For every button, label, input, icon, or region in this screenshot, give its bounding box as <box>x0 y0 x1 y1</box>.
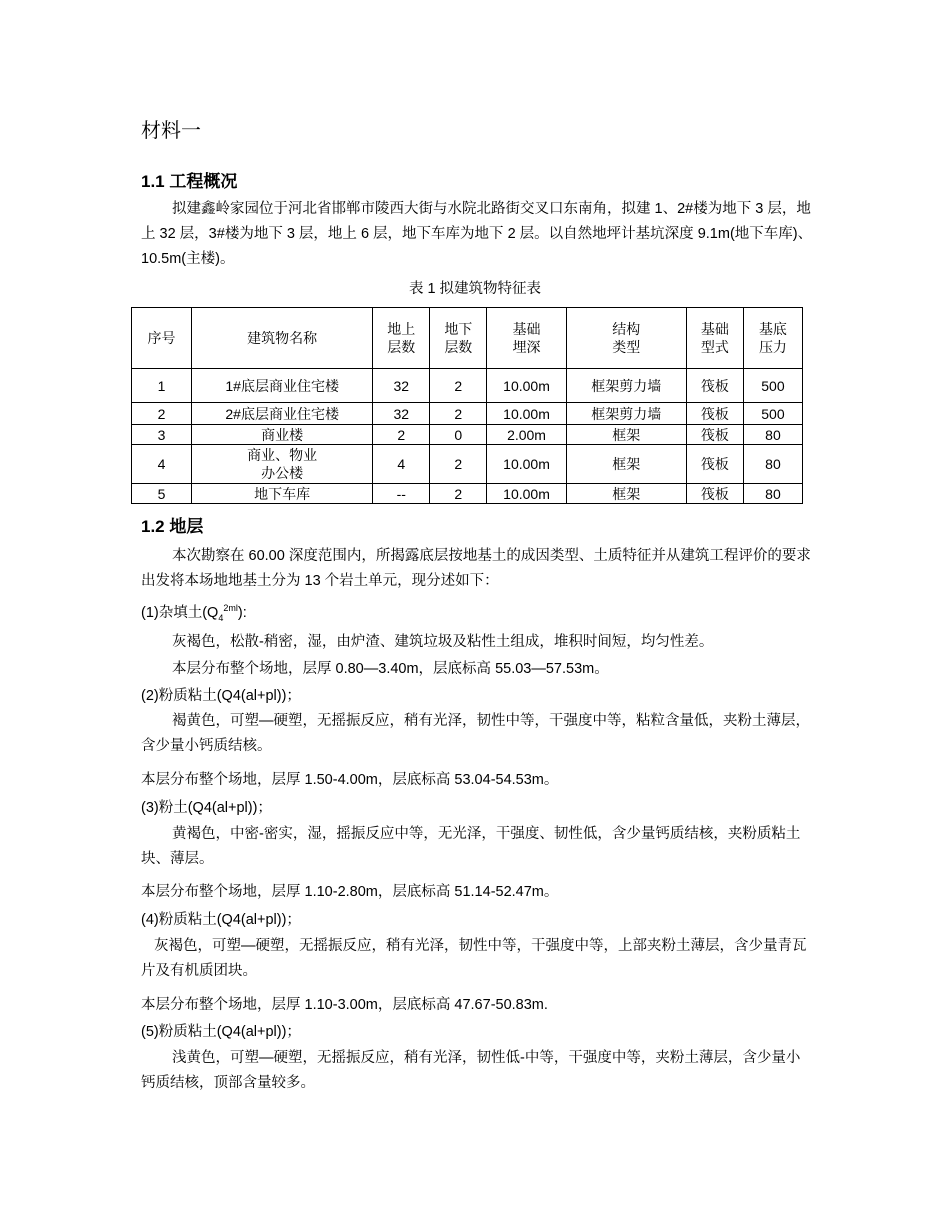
table-cell: 2.00m <box>487 425 566 445</box>
table-cell: 2#底层商业住宅楼 <box>192 403 373 425</box>
table-cell: 1#底层商业住宅楼 <box>192 369 373 403</box>
table-cell: 10.00m <box>487 369 566 403</box>
layer-1-title: (1)杂填土$(Q_4^{2ml})$: <box>141 603 247 623</box>
table-header-row <box>132 308 803 369</box>
table-cell: 4 <box>132 445 192 484</box>
layer-1-distribution: 本层分布整个场地，层厚 0.80—3.40m，层底标高 55.03—57.53m。 <box>172 661 609 677</box>
table-cell: 500 <box>743 403 802 425</box>
table-cell: 筏板 <box>686 425 743 445</box>
overview-paragraph: 拟建鑫岭家园位于河北省邯郸市陵西大街与水院北路街交叉口东南角，拟建 1、2#楼为地下 3 层，地上 32 层，3#楼为地下 3 层，地上 6 层，地下车库为地下 2 层。以自然地坪计基坑深度 9.1m(地下车库)、10.5m(主楼)。 <box>141 201 813 267</box>
table-cell: 框架 <box>566 425 686 445</box>
table-cell: 2 <box>430 484 487 504</box>
table-cell: 框架 <box>566 445 686 484</box>
table-cell: 10.00m <box>487 484 566 504</box>
layer-3-distribution: 本层分布整个场地，层厚 1.10-2.80m，层底标高 51.14-52.47m。 <box>141 884 559 900</box>
layer-4-distribution: 本层分布整个场地，层厚 1.10-3.00m，层底标高 47.67-50.83m. <box>141 997 548 1013</box>
table-row <box>132 403 803 425</box>
table-cell: 1 <box>132 369 192 403</box>
table-cell: 32 <box>373 369 430 403</box>
table-cell: 2 <box>373 425 430 445</box>
table-cell: 筏板 <box>686 403 743 425</box>
table-cell: 4 <box>373 445 430 484</box>
layer-2-title: (2)粉质粘土(Q4(al+pl))； <box>141 688 301 704</box>
col-header-depth: 基础 埋深 <box>487 308 566 369</box>
layer-4-description: 灰褐色，可塑—硬塑，无摇振反应，稍有光泽，韧性中等，干强度中等，上部夹粉土薄层，含少量青瓦片及有机质团块。 <box>141 938 807 979</box>
layer-4-title: (4)粉质粘土(Q4(al+pl))； <box>141 912 301 928</box>
table-cell: 80 <box>743 445 802 484</box>
table-row <box>132 369 803 403</box>
table-cell: 2 <box>132 403 192 425</box>
layer-5-description: 浅黄色，可塑—硬塑，无摇振反应，稍有光泽，韧性低-中等，干强度中等，夹粉土薄层，含少量小钙质结核，顶部含量较多。 <box>141 1050 801 1091</box>
material-title: 材料一 <box>141 120 201 142</box>
layer-3-description: 黄褐色，中密-密实，湿，摇振反应中等，无光泽，干强度、韧性低，含少量钙质结核，夹粉质粘土块、薄层。 <box>141 826 801 867</box>
table-cell: 地下车库 <box>192 484 373 504</box>
layer-3-title: (3)粉土(Q4(al+pl))； <box>141 800 272 816</box>
table-cell: 筏板 <box>686 484 743 504</box>
col-header-pressure: 基底 压力 <box>743 308 802 369</box>
col-header-name: 建筑物名称 <box>192 308 373 369</box>
layer-2-distribution: 本层分布整个场地，层厚 1.50-4.00m，层底标高 53.04-54.53m。 <box>141 772 559 788</box>
table-cell: 框架 <box>566 484 686 504</box>
col-header-above: 地上 层数 <box>373 308 430 369</box>
table-cell: 10.00m <box>487 445 566 484</box>
table-row <box>132 425 803 445</box>
table-cell: 筏板 <box>686 369 743 403</box>
table-cell: 5 <box>132 484 192 504</box>
table-row <box>132 445 803 484</box>
table-cell: 80 <box>743 425 802 445</box>
table-cell: 500 <box>743 369 802 403</box>
layer-1-description: 灰褐色，松散-稍密，湿，由炉渣、建筑垃圾及粘性土组成，堆积时间短，均匀性差。 <box>172 634 714 650</box>
table-cell: 筏板 <box>686 445 743 484</box>
table-cell: 3 <box>132 425 192 445</box>
table-cell: 2 <box>430 369 487 403</box>
table-cell: 2 <box>430 445 487 484</box>
table-cell: 商业、物业 办公楼 <box>192 445 373 484</box>
table-cell: 框架剪力墙 <box>566 403 686 425</box>
layer-5-title: (5)粉质粘土(Q4(al+pl))； <box>141 1024 301 1040</box>
table-cell: -- <box>373 484 430 504</box>
table-cell: 32 <box>373 403 430 425</box>
col-header-foundation: 基础 型式 <box>686 308 743 369</box>
col-header-structure: 结构 类型 <box>566 308 686 369</box>
table-row <box>132 484 803 504</box>
strata-intro-paragraph: 本次勘察在 60.00 深度范围内，所揭露底层按地基土的成因类型、土质特征并从建筑工程评价的要求出发将本场地地基土分为 13 个岩土单元，现分述如下： <box>141 548 811 589</box>
table-cell: 框架剪力墙 <box>566 369 686 403</box>
table-cell: 0 <box>430 425 487 445</box>
table-cell: 商业楼 <box>192 425 373 445</box>
table-cell: 10.00m <box>487 403 566 425</box>
building-feature-table <box>131 307 803 504</box>
table-cell: 2 <box>430 403 487 425</box>
col-header-below: 地下 层数 <box>430 308 487 369</box>
section-heading-overview: 1.1 工程概况 <box>141 172 238 191</box>
col-header-no: 序号 <box>132 308 192 369</box>
table-caption: 表 1 拟建筑物特征表 <box>408 281 542 297</box>
layer-2-description: 褐黄色，可塑—硬塑，无摇振反应，稍有光泽，韧性中等，干强度中等，粘粒含量低，夹粉土薄层，含少量小钙质结核。 <box>141 713 810 754</box>
section-heading-strata: 1.2 地层 <box>141 517 204 536</box>
table-cell: 80 <box>743 484 802 504</box>
